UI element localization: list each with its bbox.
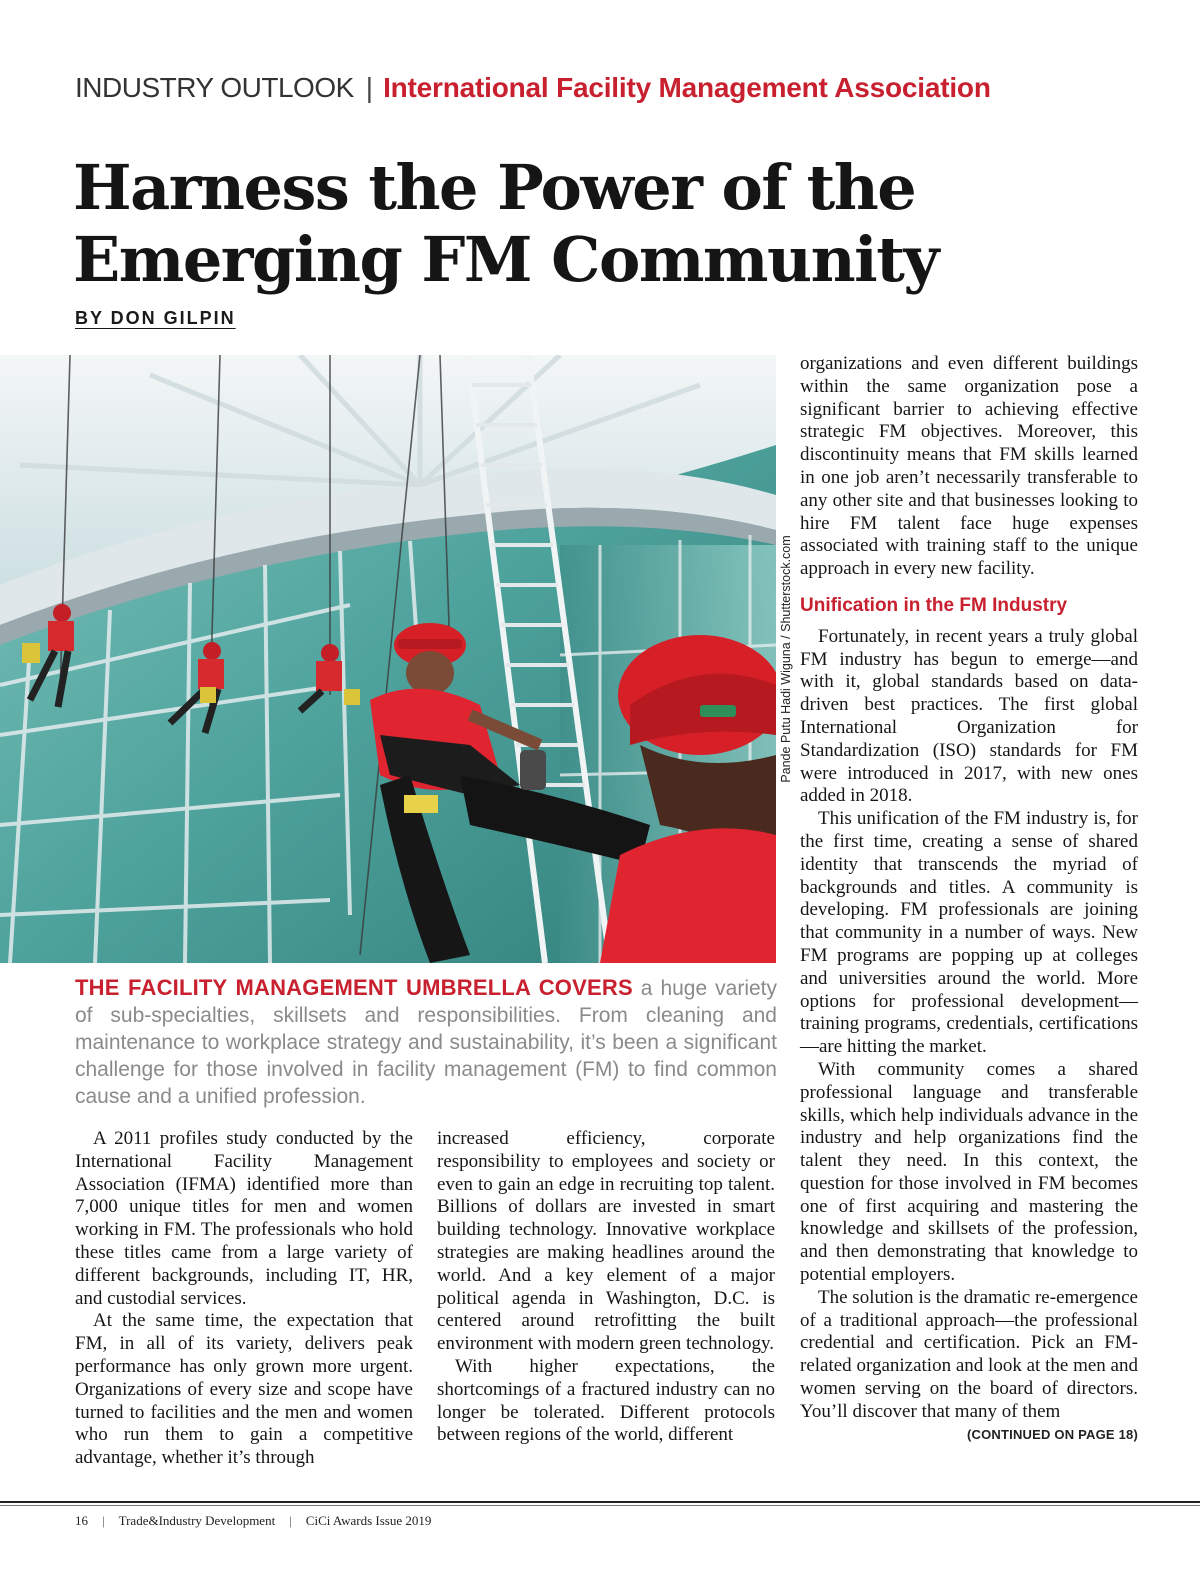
section-kicker xyxy=(75,66,1135,115)
paragraph: With community comes a shared professional language and transferable skills, which help individuals advance in the industry and help organizations find the talent they need. In this context, the question for those involved in FM becomes one of first acquiring and mastering the knowledge and skillsets of the profession, and then demonstrating that knowledge to potential employers. xyxy=(800,1058,1138,1286)
footer-rule xyxy=(0,1501,1200,1503)
organization-name: International Facility Management Association xyxy=(383,72,991,103)
issue-name: CiCi Awards Issue 2019 xyxy=(305,1513,432,1528)
paragraph: This unification of the FM industry is, for the first time, creating a sense of shared identity that transcends the myriad of backgrounds and titles. A community is developing. FM professionals are joining that community in a number of ways. New FM programs are popping up at colleges and universities around the world. More options for professional development—training programs, credentials, certifications—are hitting the market. xyxy=(800,808,1138,1058)
footer-rule-thin xyxy=(0,1505,1200,1506)
article-headline: Harness the Power of the Emerging FM Community xyxy=(73,151,938,296)
photo-credit-text: Pande Putu Hadi Wiguna / Shutterstock.com xyxy=(779,535,793,783)
paragraph: organizations and even different buildings within the same organization pose a significant barrier to achieving effective strategic FM objectives. Moreover, this discontinuity means that FM skills learned in one job aren’t necessarily transferable to any other site and that businesses looking to hire FM talent face huge expenses associated with training staff to the unique approach in every new facility. xyxy=(800,353,1138,580)
photo-credit xyxy=(776,355,796,963)
paragraph: Fortunately, in recent years a truly global FM industry has begun to emerge—and with it, global standards based on data-driven best practices. The first global International Organization for Standardization (ISO) standards for FM were introduced in 2017, with new ones added in 2018. xyxy=(800,625,1138,807)
paragraph-text: The solution is the dramatic re-emergence of a traditional approach—the professional credential and certification. Pick an FM-related organization and look at the men and women serving on the board of directors. You’ll discover that many of them xyxy=(800,1286,1138,1422)
byline: BY DON GILPIN xyxy=(75,308,236,328)
body-column-1 xyxy=(75,1128,413,1470)
deck-lead: THE FACILITY MANAGEMENT UMBRELLA COVERS xyxy=(75,975,633,1000)
subheading: Unification in the FM Industry xyxy=(800,594,1068,616)
continued-link[interactable]: (CONTINUED ON PAGE 18) xyxy=(966,1426,1138,1442)
kicker-separator: | xyxy=(365,72,374,103)
section-label: INDUSTRY OUTLOOK xyxy=(75,72,354,103)
paragraph: increased efficiency, corporate responsibility to employees and society or even to gain an edge in recruiting top talent. Billions of dollars are invested in smart building technology. Innovative workplace strategies are making headlines around the world. And a key element of a major political agenda in Washington, D.C. is centered around retrofitting the built environment with modern green technology. xyxy=(437,1128,775,1355)
paragraph: With higher expectations, the shortcomings of a fractured industry can no longer be tolerated. Different protocols between regions of the world, different xyxy=(437,1355,775,1446)
footer-separator: | xyxy=(289,1513,292,1528)
article-deck xyxy=(75,974,777,1110)
body-column-2 xyxy=(437,1128,775,1447)
paragraph: A 2011 profiles study conducted by the International Facility Management Association (IFMA) identified more than 7,000 unique titles for men and women working in FM. The professionals who hold these titles came from a large variety of different backgrounds, including IT, HR, and custodial services. xyxy=(75,1128,413,1309)
publication-name: Trade&Industry Development xyxy=(118,1513,276,1528)
page-number: 16 xyxy=(75,1513,88,1528)
body-column-3 xyxy=(800,353,1138,1446)
paragraph: At the same time, the expectation that FM, in all of its variety, delivers peak performance has only grown more urgent. Organizations of every size and scope have turned to facilities and the men and women who run them to gain a competitive advantage, whether it’s through xyxy=(75,1310,413,1469)
article-photo xyxy=(0,355,776,963)
paragraph-last xyxy=(800,1286,1138,1442)
footer-separator: | xyxy=(102,1513,105,1528)
deck-text: a huge variety of sub-specialties, skillsets and responsibilities. From cleaning and maintenance to workplace strategy and sustainability, it’s been a significant challenge for those involved in facility management (FM) to find common cause and a unified profession. xyxy=(75,977,777,1108)
page-footer xyxy=(75,1513,431,1529)
